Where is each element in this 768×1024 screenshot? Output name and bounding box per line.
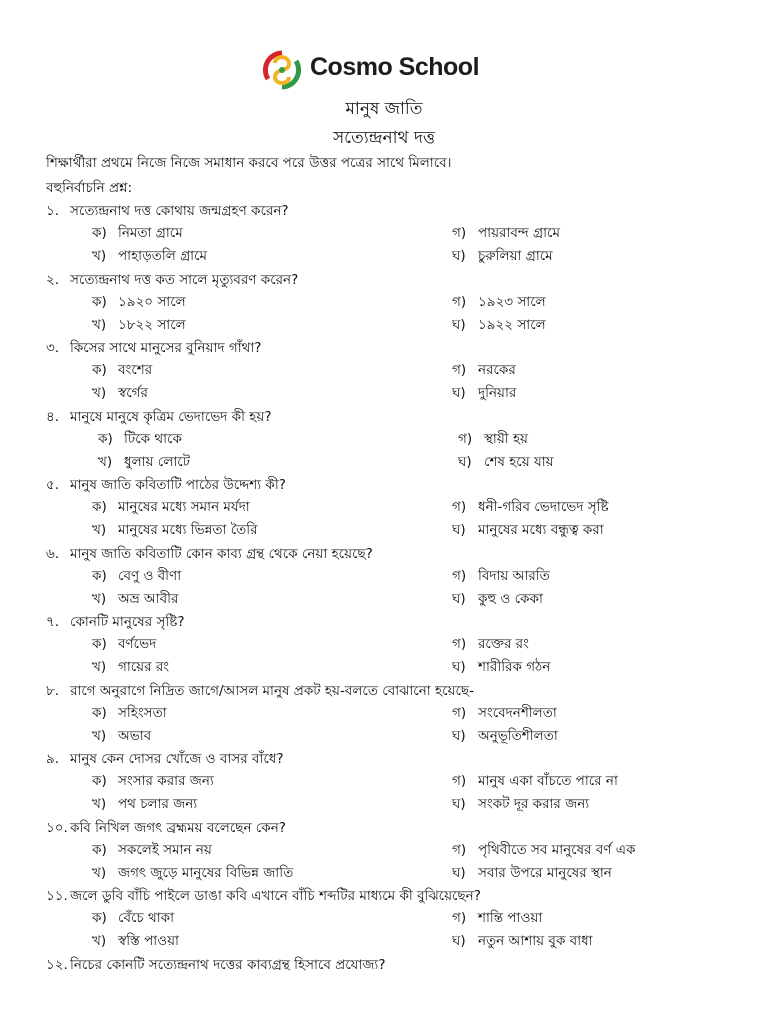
option-marker: ঘ) <box>452 248 466 264</box>
question-number: ৯. <box>46 751 60 767</box>
answer-option <box>452 291 546 313</box>
answer-option <box>92 702 167 724</box>
answer-option <box>452 496 609 518</box>
option-marker: খ) <box>92 316 107 333</box>
option-text: ১৯২২ সালে <box>478 316 546 333</box>
answer-option <box>92 930 179 952</box>
option-marker: ঘ) <box>458 453 472 470</box>
question-number: ৬. <box>46 545 60 562</box>
option-text: নরকের <box>478 362 516 378</box>
question-block <box>0 335 768 404</box>
option-text: পাহাড়তলি গ্রামে <box>118 248 208 264</box>
option-marker: খ) <box>92 659 107 675</box>
option-text: ধনী-গরিব ভেদাভেদ সৃষ্টি <box>478 499 609 515</box>
question-line <box>46 680 474 702</box>
option-marker: গ) <box>452 567 467 584</box>
answer-option <box>452 314 546 336</box>
question-line <box>46 269 298 291</box>
answer-option <box>452 245 553 267</box>
option-marker: গ) <box>452 499 467 515</box>
answer-option <box>92 359 152 381</box>
option-marker: খ) <box>92 796 107 812</box>
question-list <box>0 198 768 1020</box>
question-block <box>0 404 768 473</box>
option-text: নতুন আশায় বুক বাধা <box>478 933 593 949</box>
answer-option <box>452 770 618 792</box>
option-text: স্বস্তি পাওয়া <box>118 933 179 949</box>
option-marker: খ) <box>92 590 107 607</box>
question-line <box>46 200 289 222</box>
option-marker: ঘ) <box>452 385 466 401</box>
page-title: মানুষ জাতি <box>345 99 423 119</box>
question-number: ৩. <box>46 340 60 356</box>
answer-option <box>92 633 156 655</box>
option-marker: ক) <box>92 636 107 652</box>
option-text: মানুষের মধ্যে ভিন্নতা তৈরি <box>118 522 258 538</box>
option-marker: ক) <box>92 773 107 789</box>
option-marker: খ) <box>92 385 107 401</box>
answer-option <box>452 907 542 929</box>
question-text: মানুষ জাতি কবিতাটি পাঠের উদ্দেশ্য কী? <box>70 477 286 493</box>
option-marker: ঘ) <box>452 933 466 949</box>
question-number: ৪. <box>46 408 60 425</box>
answer-option <box>452 565 550 587</box>
answer-option <box>458 451 554 473</box>
answer-option <box>452 656 550 678</box>
option-text: বিদায় আরতি <box>478 567 550 584</box>
option-text: শান্তি পাওয়া <box>478 910 543 926</box>
answer-option <box>92 222 183 244</box>
option-text: রক্তের রং <box>478 636 529 652</box>
option-text: টিকে থাকে <box>124 430 182 447</box>
answer-option <box>92 907 174 929</box>
question-line <box>46 817 286 839</box>
question-block <box>0 198 768 267</box>
question-block <box>0 952 768 1021</box>
option-text: চুরুলিয়া গ্রামে <box>478 248 553 264</box>
option-marker: ক) <box>92 567 107 584</box>
option-marker: ক) <box>92 499 107 515</box>
option-text: পায়রাবন্দ গ্রামে <box>478 225 560 241</box>
answer-option <box>92 382 148 404</box>
option-text: দুনিয়ার <box>478 385 517 401</box>
answer-option <box>92 770 214 792</box>
option-marker: গ) <box>452 910 467 926</box>
option-marker: খ) <box>92 248 107 264</box>
cosmo-school-logo-icon <box>262 50 302 90</box>
question-text: জলে ডুবি বাঁচি পাইলে ডাঙা কবি এখানে বাঁচি শব্দটির মাধ্যমে কী বুঝিয়েছেন? <box>70 888 481 904</box>
question-text: সত্যেন্দ্রনাথ দত্ত কত সালে মৃত্যুবরণ করেন? <box>70 271 299 288</box>
option-marker: ক) <box>92 293 107 310</box>
section-label: বহুনির্বাচনি প্রশ্ন: <box>46 180 133 196</box>
question-line <box>46 954 385 976</box>
answer-option <box>92 519 258 541</box>
question-number: ১২. <box>46 956 68 973</box>
header <box>0 50 768 98</box>
option-marker: খ) <box>92 864 107 881</box>
option-marker: ঘ) <box>452 796 466 812</box>
option-marker: ক) <box>92 841 107 858</box>
option-text: ১৯২৩ সালে <box>478 293 546 310</box>
option-marker: ঘ) <box>452 522 466 538</box>
answer-option <box>452 382 516 404</box>
option-text: সকলেই সমান নয় <box>118 841 212 858</box>
option-text: নিমতা গ্রামে <box>118 225 183 241</box>
option-marker: ক) <box>92 225 107 241</box>
question-block <box>0 746 768 815</box>
question-text: কবি নিখিল জগৎ ব্রহ্মময় বলেছেন কেন? <box>70 819 286 836</box>
question-number: ৮. <box>46 682 60 699</box>
option-text: মানুষ একা বাঁচতে পারে না <box>478 773 618 789</box>
option-text: বংশের <box>118 362 153 378</box>
question-number: ৫. <box>46 477 60 493</box>
question-block <box>0 678 768 747</box>
answer-option <box>452 725 558 747</box>
question-number: ২. <box>46 271 60 288</box>
answer-option <box>92 245 207 267</box>
option-text: স্থায়ী হয় <box>484 430 529 447</box>
question-line <box>46 406 272 428</box>
option-text: ধুলায় লোটে <box>124 453 191 470</box>
option-text: শারীরিক গঠন <box>478 659 551 675</box>
option-marker: ঘ) <box>452 590 466 607</box>
option-marker: গ) <box>452 636 467 652</box>
question-text: নিচের কোনটি সত্যেন্দ্রনাথ দত্তের কাব্যগ্রন্থ হিসাবে প্রযোজ্য? <box>70 956 386 973</box>
answer-option <box>452 519 604 541</box>
option-text: অভ্র আবীর <box>118 590 179 607</box>
option-text: সবার উপরে মানুষের স্থান <box>478 864 612 881</box>
answer-option <box>92 862 293 884</box>
option-text: পথ চলার জন্য <box>118 796 198 812</box>
question-text: মানুষ কেন দোসর খোঁজে ও বাসর বাঁধে? <box>70 751 284 767</box>
question-line <box>46 748 284 770</box>
option-marker: ক) <box>92 362 107 378</box>
question-line <box>46 337 261 359</box>
author-name: সত্যেন্দ্রনাথ দত্ত <box>332 128 436 148</box>
option-marker: গ) <box>452 773 467 789</box>
school-name: Cosmo School <box>310 53 480 81</box>
answer-option <box>458 428 528 450</box>
option-text: গায়ের রং <box>118 659 170 675</box>
option-marker: ক) <box>92 704 107 721</box>
option-marker: ক) <box>98 430 113 447</box>
option-text: অনুভূতিশীলতা <box>478 727 558 744</box>
option-marker: খ) <box>92 522 107 538</box>
option-text: জগৎ জুড়ে মানুষের বিভিন্ন জাতি <box>118 864 294 881</box>
question-text: কিসের সাথে মানুসের বুনিয়াদ গাঁথা? <box>70 340 262 356</box>
option-text: বর্ণভেদ <box>118 636 157 652</box>
option-text: পৃথিবীতে সব মানুষের বর্ণ এক <box>478 841 636 858</box>
option-marker: খ) <box>98 453 113 470</box>
instruction-text: শিক্ষার্থীরা প্রথমে নিজে নিজে সমাধান করবে পরে উত্তর পত্রের সাথে মিলাবে। <box>46 155 452 171</box>
option-marker: গ) <box>452 293 467 310</box>
option-text: সংসার করার জন্য <box>118 773 214 789</box>
option-marker: ঘ) <box>452 727 466 744</box>
option-marker: খ) <box>92 933 107 949</box>
option-marker: গ) <box>452 841 467 858</box>
question-number: ১০. <box>46 819 68 836</box>
option-marker: গ) <box>452 362 467 378</box>
option-text: বেঁচে থাকা <box>118 910 175 926</box>
option-text: অভাব <box>118 727 152 744</box>
answer-option <box>92 839 212 861</box>
option-text: মানুষের মধ্যে বন্ধুত্ব করা <box>478 522 604 538</box>
question-text: মানুষ জাতি কবিতাটি কোন কাব্য গ্রন্থ থেকে নেয়া হয়েছে? <box>70 545 373 562</box>
answer-option <box>452 930 593 952</box>
answer-option <box>452 588 543 610</box>
question-block <box>0 609 768 678</box>
option-marker: খ) <box>92 727 107 744</box>
option-marker: গ) <box>452 704 467 721</box>
answer-option <box>92 656 169 678</box>
question-block <box>0 883 768 952</box>
answer-option <box>92 496 250 518</box>
question-line <box>46 885 481 907</box>
question-block <box>0 815 768 884</box>
answer-option <box>452 359 516 381</box>
option-text: ১৯২০ সালে <box>118 293 186 310</box>
question-number: ৭. <box>46 614 60 630</box>
option-marker: গ) <box>458 430 473 447</box>
question-number: ১. <box>46 203 60 219</box>
option-text: বেণু ও বীণা <box>118 567 182 584</box>
answer-option <box>452 839 635 861</box>
option-text: স্বর্গের <box>118 385 148 401</box>
answer-option <box>92 314 186 336</box>
answer-option <box>452 862 612 884</box>
question-block <box>0 541 768 610</box>
answer-option <box>452 793 589 815</box>
question-text: মানুষে মানুষে কৃত্রিম ভেদাভেদ কী হয়? <box>70 408 272 425</box>
question-line <box>46 543 373 565</box>
question-line <box>46 474 286 496</box>
option-text: শেষ হয়ে যায় <box>484 453 554 470</box>
question-line <box>46 611 185 633</box>
answer-option <box>92 291 186 313</box>
answer-option <box>92 725 151 747</box>
answer-option <box>92 588 178 610</box>
option-marker: ঘ) <box>452 864 466 881</box>
option-text: সংকট দূর করার জন্য <box>478 796 590 812</box>
answer-option <box>98 451 190 473</box>
answer-option <box>92 793 197 815</box>
question-block <box>0 267 768 336</box>
option-text: সহিংসতা <box>118 704 167 721</box>
option-text: কুহু ও কেকা <box>478 590 543 607</box>
option-text: মানুষের মধ্যে সমান মর্যদা <box>118 499 250 515</box>
answer-option <box>452 222 560 244</box>
question-text: সত্যেন্দ্রনাথ দত্ত কোথায় জন্মগ্রহণ করেন? <box>70 203 289 219</box>
question-number: ১১. <box>46 888 68 904</box>
answer-option <box>452 702 557 724</box>
answer-option <box>98 428 182 450</box>
question-text: রাগে অনুরাগে নিদ্রিত জাগে/আসল মানুষ প্রকট হয়-বলতে বোঝানো হয়েছে- <box>70 682 474 699</box>
option-marker: ঘ) <box>452 316 466 333</box>
option-marker: ক) <box>92 910 107 926</box>
option-text: সংবেদনশীলতা <box>478 704 557 721</box>
question-block <box>0 472 768 541</box>
option-marker: ঘ) <box>452 659 466 675</box>
answer-option <box>452 633 529 655</box>
option-text: ১৮২২ সালে <box>118 316 186 333</box>
option-marker: গ) <box>452 225 467 241</box>
answer-option <box>92 565 181 587</box>
question-text: কোনটি মানুষের সৃষ্টি? <box>70 614 185 630</box>
